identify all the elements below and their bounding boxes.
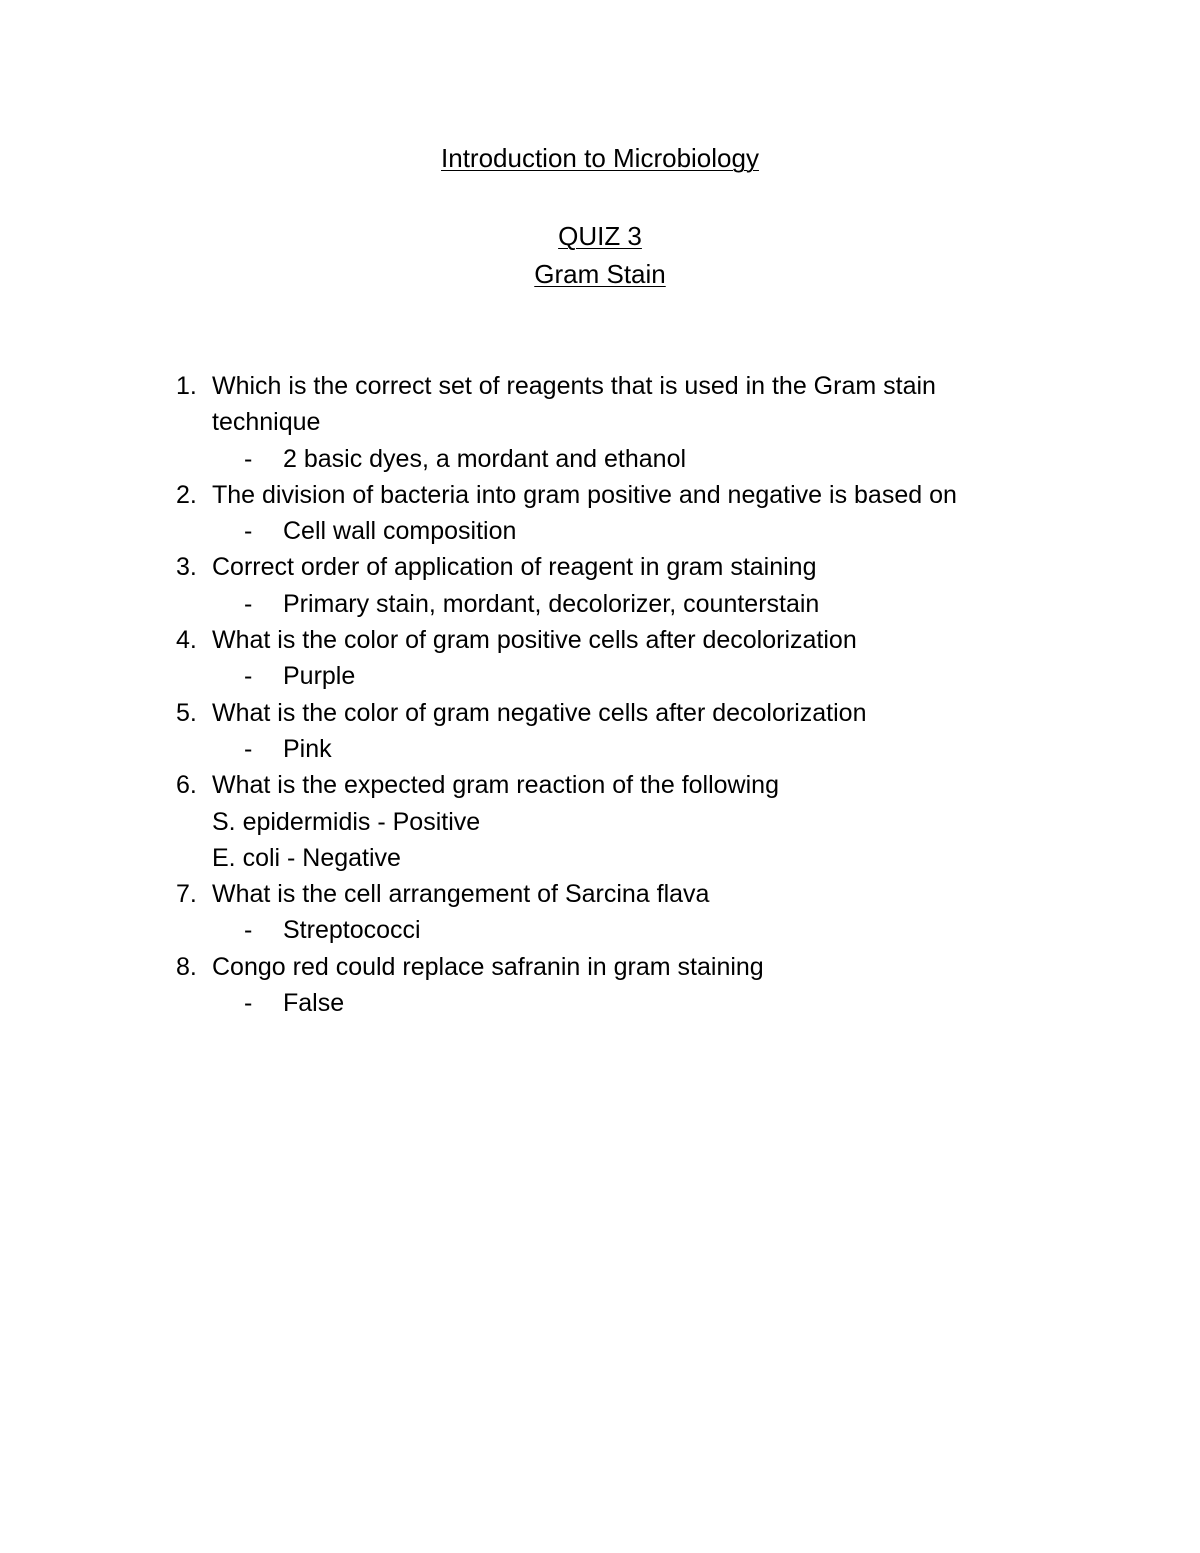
answer-text: Pink xyxy=(283,734,332,763)
course-title xyxy=(0,143,1200,173)
question-text: What is the cell arrangement of Sarcina flava xyxy=(212,880,710,909)
answer-6-line-2 xyxy=(0,840,1200,876)
question-number: 5. xyxy=(176,698,197,727)
question-number: 3. xyxy=(176,553,197,582)
answer-text: Primary stain, mordant, decolorizer, counterstain xyxy=(283,589,820,618)
answer-7 xyxy=(0,912,1200,948)
answer-5 xyxy=(0,731,1200,767)
topic-title xyxy=(0,259,1200,289)
question-4 xyxy=(0,622,1200,658)
question-text: Correct order of application of reagent in gram staining xyxy=(212,553,817,582)
question-6 xyxy=(0,767,1200,803)
answer-4 xyxy=(0,658,1200,694)
answer-bullet: - xyxy=(244,517,253,546)
answer-bullet: - xyxy=(244,916,253,945)
quiz-title xyxy=(0,221,1200,251)
answer-8 xyxy=(0,985,1200,1021)
answer-bullet: - xyxy=(244,589,253,618)
answer-text: Cell wall composition xyxy=(283,517,517,546)
question-text: Which is the correct set of reagents that is used in the Gram stain xyxy=(212,372,936,400)
answer-text: False xyxy=(283,989,345,1018)
question-8 xyxy=(0,949,1200,985)
topic-title-text: Gram Stain xyxy=(534,259,666,289)
question-text: Congo red could replace safranin in gram staining xyxy=(212,952,764,981)
answer-bullet: - xyxy=(244,444,253,473)
question-text: What is the expected gram reaction of the following xyxy=(212,771,779,800)
question-text: What is the color of gram positive cells after decolorization xyxy=(212,626,857,655)
answer-1 xyxy=(0,441,1200,477)
answer-bullet: - xyxy=(244,662,253,691)
question-number: 1. xyxy=(176,372,197,400)
answer-text: E. coli - Negative xyxy=(212,843,401,872)
answer-bullet: - xyxy=(244,989,253,1018)
question-number: 7. xyxy=(176,880,197,909)
answer-text: Purple xyxy=(283,662,356,691)
question-1-continuation xyxy=(0,404,1200,440)
question-number: 6. xyxy=(176,771,197,800)
question-number: 4. xyxy=(176,626,197,655)
answer-3 xyxy=(0,586,1200,622)
question-text: The division of bacteria into gram positive and negative is based on xyxy=(212,480,957,509)
question-list xyxy=(0,368,1200,1021)
question-text: What is the color of gram negative cells after decolorization xyxy=(212,698,867,727)
course-title-text: Introduction to Microbiology xyxy=(441,143,759,173)
question-1 xyxy=(0,368,1200,404)
question-number: 2. xyxy=(176,480,197,509)
question-7 xyxy=(0,876,1200,912)
answer-6-line-1 xyxy=(0,804,1200,840)
question-text-continued: technique xyxy=(212,408,321,437)
answer-text: S. epidermidis - Positive xyxy=(212,807,481,836)
answer-text: 2 basic dyes, a mordant and ethanol xyxy=(283,444,687,473)
question-2 xyxy=(0,477,1200,513)
answer-bullet: - xyxy=(244,734,253,763)
question-3 xyxy=(0,549,1200,585)
question-number: 8. xyxy=(176,952,197,981)
quiz-title-text: QUIZ 3 xyxy=(558,221,642,251)
answer-2 xyxy=(0,513,1200,549)
answer-text: Streptococci xyxy=(283,916,421,945)
question-5 xyxy=(0,695,1200,731)
